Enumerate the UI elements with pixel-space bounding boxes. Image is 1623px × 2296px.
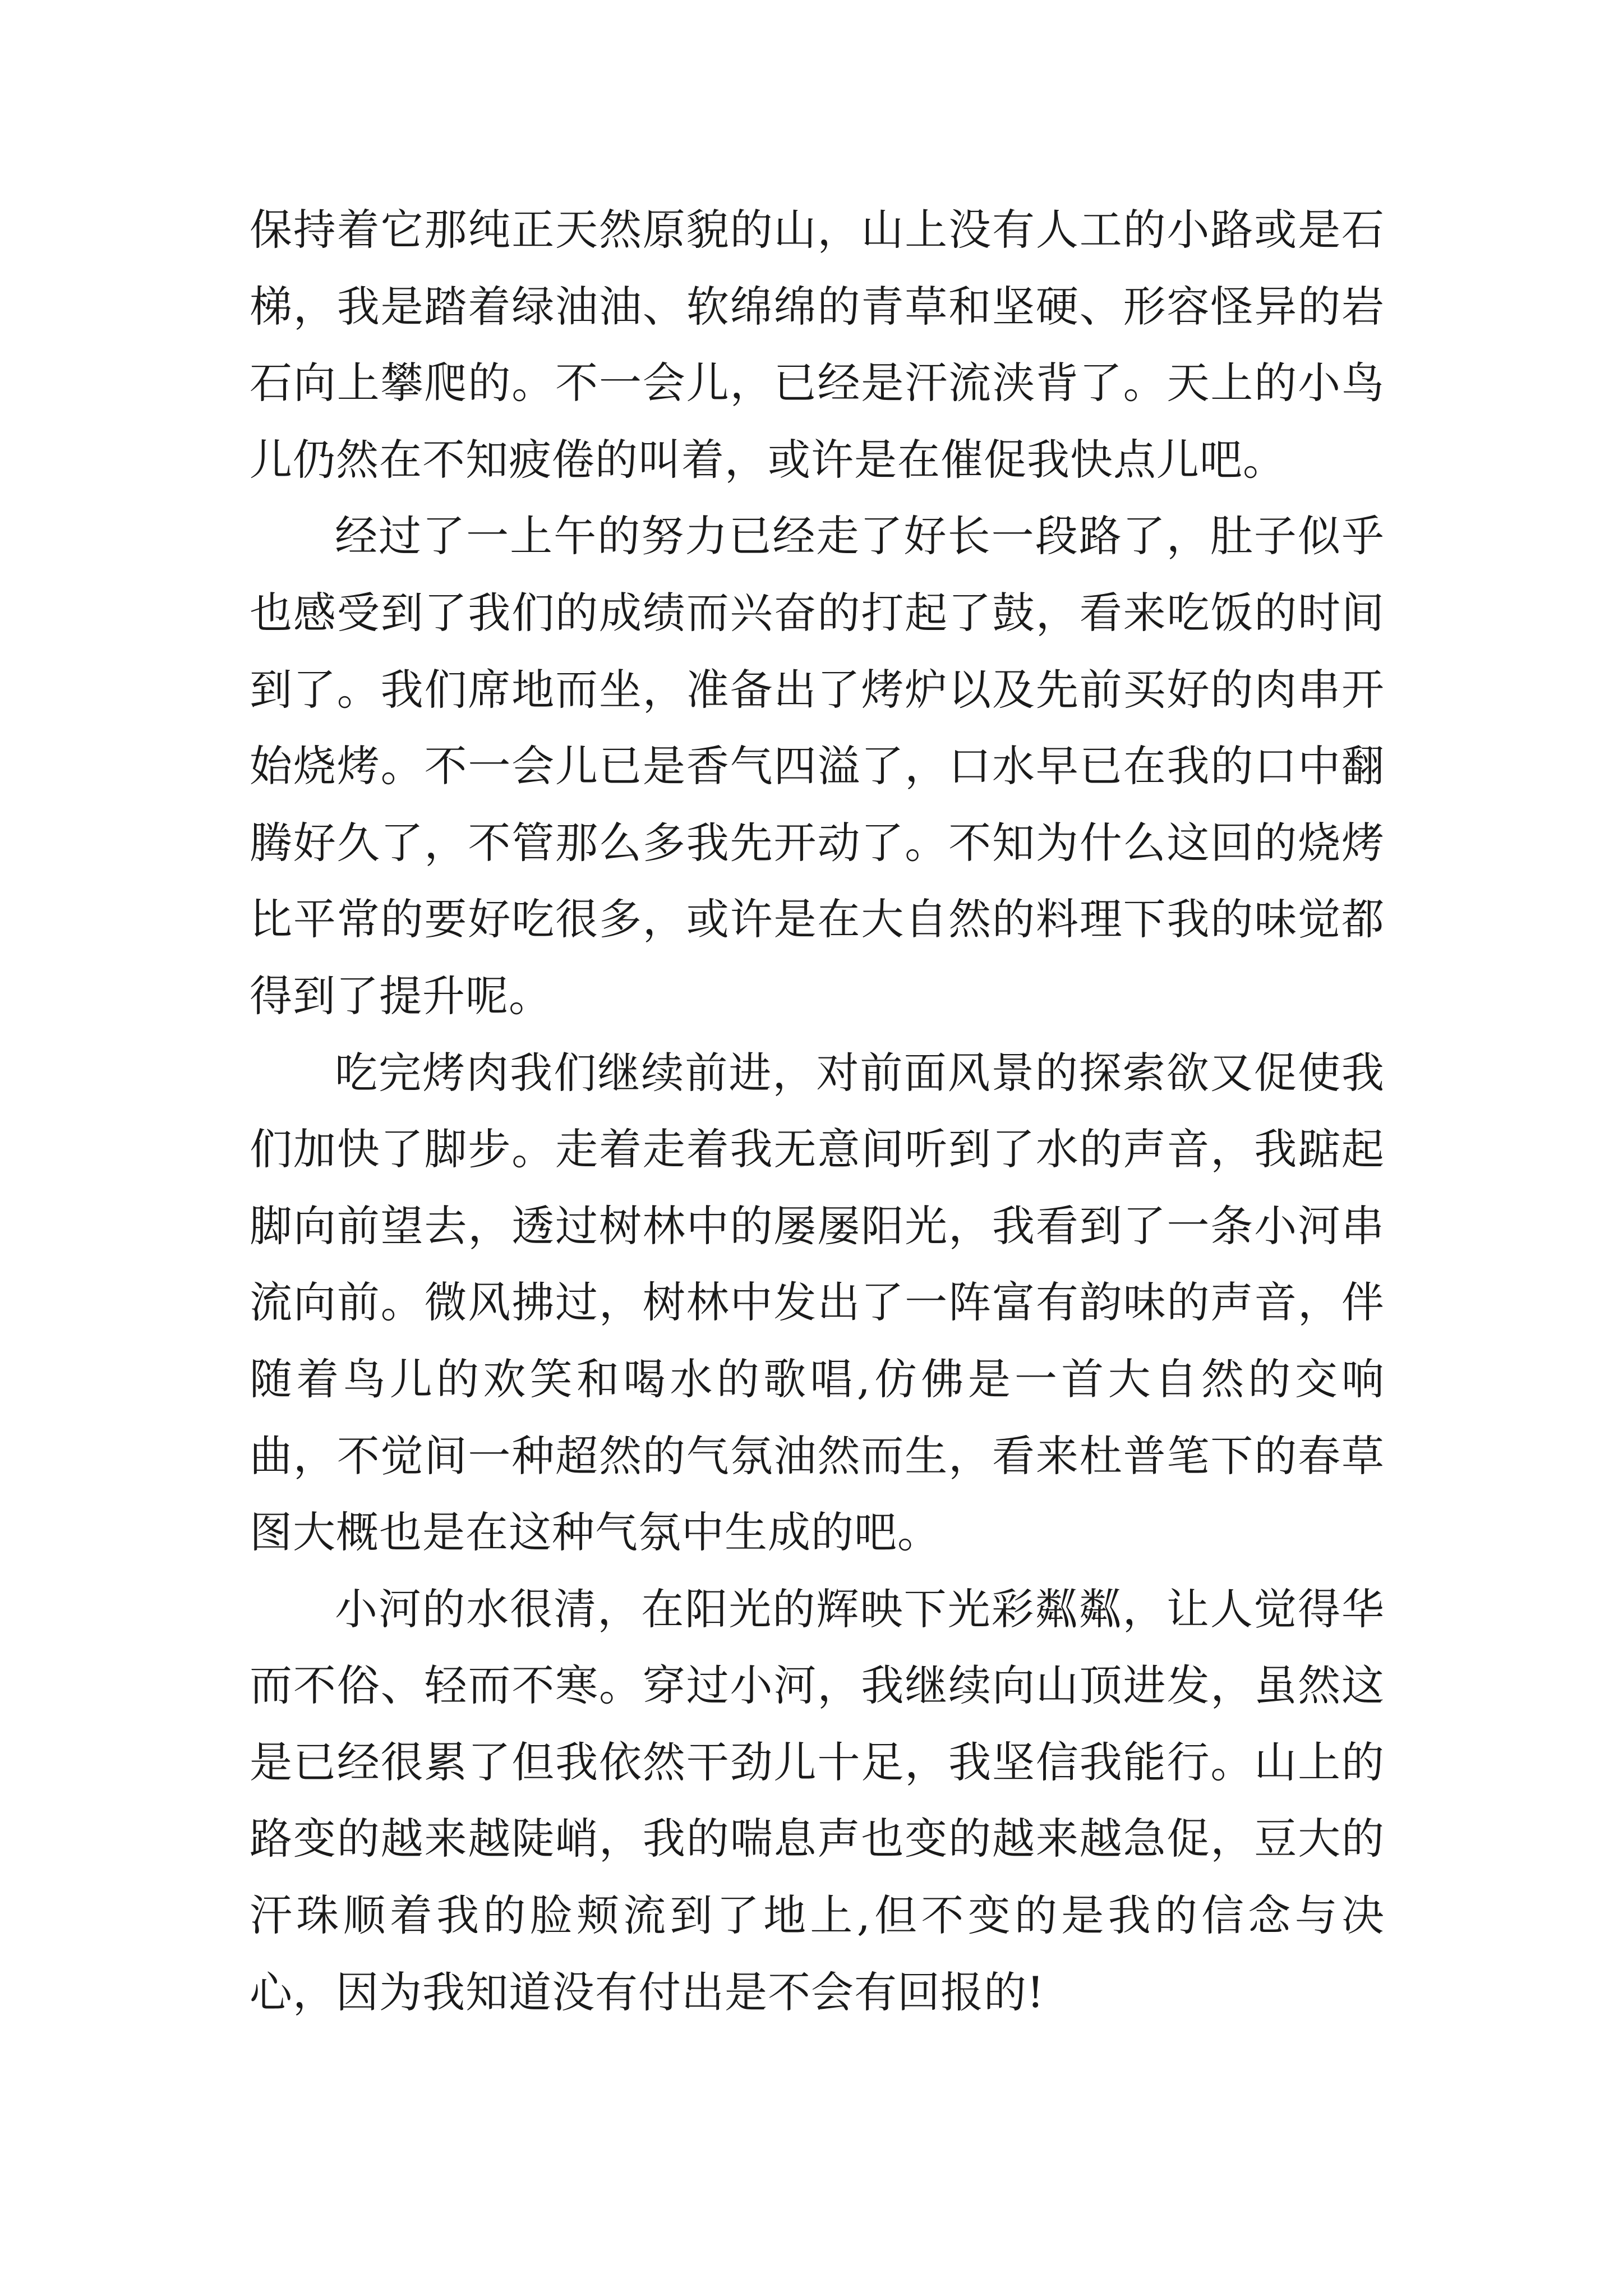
body-text <box>250 192 1385 2031</box>
paragraph-4: 小河的水很清，在阳光的辉映下光彩粼粼，让人觉得华而不俗、轻而不寒。穿过小河，我继续向山顶进发，虽然这是已经很累了但我依然干劲儿十足，我坚信我能行。山上的路变的越来越陡峭，我的喘息声也变的越来越急促，豆大的汗珠顺着我的脸颊流到了地上,但不变的是我的信念与决心，因为我知道没有付出是不会有回报的! <box>250 1584 1385 2017</box>
paragraph-1: 保持着它那纯正天然原貌的山，山上没有人工的小路或是石梯，我是踏着绿油油、软绵绵的青草和坚硬、形容怪异的岩石向上攀爬的。不一会儿，已经是汗流浃背了。天上的小鸟儿仍然在不知疲倦的叫着，或许是在催促我快点儿吧。 <box>250 205 1385 485</box>
paragraph-3: 吃完烤肉我们继续前进，对前面风景的探索欲又促使我们加快了脚步。走着走着我无意间听到了水的声音，我踮起脚向前望去，透过树林中的屡屡阳光，我看到了一条小河串流向前。微风拂过，树林中发出了一阵富有韵味的声音，伴随着鸟儿的欢笑和喝水的歌唱,仿佛是一首大自然的交响曲，不觉间一种超然的气氛油然而生，看来杜普笔下的春草图大概也是在这种气氛中生成的吧。 <box>250 1047 1385 1558</box>
paragraph-2: 经过了一上午的努力已经走了好长一段路了，肚子似乎也感受到了我们的成绩而兴奋的打起了鼓，看来吃饭的时间到了。我们席地而坐，准备出了烤炉以及先前买好的肉串开始烧烤。不一会儿已是香气四溢了，口水早已在我的口中翻腾好久了，不管那么多我先开动了。不知为什么这回的烧烤比平常的要好吃很多，或许是在大自然的料理下我的味觉都得到了提升呢。 <box>250 511 1385 1021</box>
